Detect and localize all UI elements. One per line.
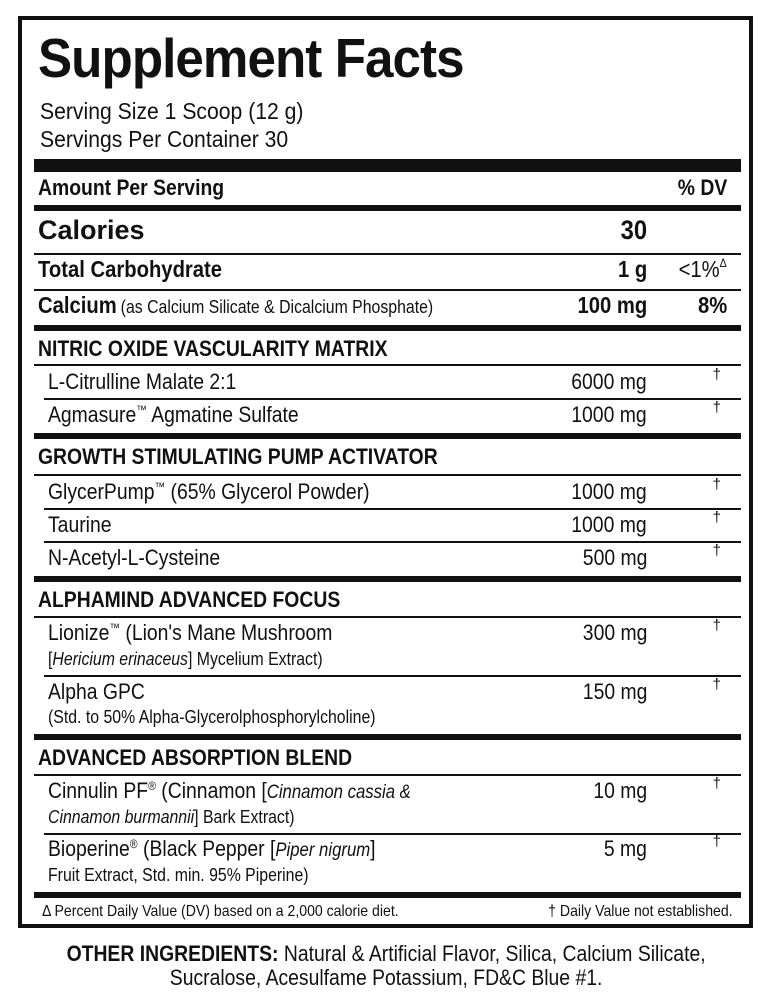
ingredient-bioperine-detail: Fruit Extract, Std. min. 95% Piperine) (48, 865, 309, 885)
ingredient-bioperine: Bioperine® (Black Pepper [Piper nigrum] (48, 836, 376, 861)
supplement-facts-panel (18, 16, 753, 928)
calcium-amount: 100 mg (577, 292, 647, 318)
dagger-mark: † (712, 366, 721, 383)
row-divider (44, 508, 741, 510)
ingredient-amount: 6000 mg (571, 369, 647, 394)
amount-per-serving-label: Amount Per Serving (38, 175, 225, 200)
panel-title: Supplement Facts (38, 27, 464, 89)
medium-divider (34, 433, 741, 439)
dagger-mark: † (712, 399, 721, 416)
ingredient-amount: 150 mg (582, 679, 647, 704)
ingredient-amount: 1000 mg (571, 479, 647, 504)
dagger-mark: † (712, 509, 721, 526)
ingredient-lionize: Lionize™ (Lion's Mane Mushroom (48, 620, 333, 645)
other-ingredients (0, 942, 772, 990)
delta-mark: Δ (719, 256, 727, 270)
row-divider (34, 364, 741, 366)
ingredient-glycerpump: GlycerPump™ (65% Glycerol Powder) (48, 479, 370, 504)
dagger-mark: † (712, 542, 721, 559)
ingredient-cinnulin: Cinnulin PF® (Cinnamon [Cinnamon cassia & (48, 778, 411, 803)
calories-label: Calories (38, 215, 145, 245)
other-ingredients-label: OTHER INGREDIENTS: (66, 941, 279, 966)
section-title-nitric-oxide: NITRIC OXIDE VASCULARITY MATRIX (38, 336, 388, 361)
section-title-alphamind: ALPHAMIND ADVANCED FOCUS (38, 587, 341, 612)
ingredient-amount: 300 mg (582, 620, 647, 645)
dagger-mark: † (712, 833, 721, 850)
ingredient-agmasure: Agmasure™ Agmatine Sulfate (48, 402, 299, 427)
thick-divider (34, 159, 741, 172)
dagger-mark: † (712, 476, 721, 493)
ingredient-amount: 1000 mg (571, 512, 647, 537)
dv-label: % DV (677, 175, 727, 200)
calcium-note: (as Calcium Silicate & Dicalcium Phosphate) (120, 297, 434, 317)
ingredient-n-acetyl-l-cysteine: N-Acetyl-L-Cysteine (48, 545, 221, 570)
carbohydrate-label: Total Carbohydrate (38, 256, 223, 282)
medium-divider (34, 892, 741, 898)
ingredient-amount: 5 mg (603, 836, 647, 861)
dagger-mark: † (712, 676, 721, 693)
footnote-not-established: † Daily Value not established. (548, 903, 733, 920)
medium-divider (34, 325, 741, 331)
calcium-label: Calcium (as Calcium Silicate & Dicalcium Phosphate) (38, 292, 434, 318)
row-divider (34, 774, 741, 776)
calories-value: 30 (620, 215, 647, 245)
row-divider (44, 833, 741, 835)
ingredient-alpha-gpc: Alpha GPC (48, 679, 145, 704)
row-divider (34, 289, 741, 291)
section-title-pump-activator: GROWTH STIMULATING PUMP ACTIVATOR (38, 444, 438, 469)
ingredient-amount: 1000 mg (571, 402, 647, 427)
row-divider (34, 253, 741, 255)
row-divider (44, 675, 741, 677)
carbohydrate-dv: <1%$^\Delta$ (678, 256, 727, 282)
ingredient-lionize-detail: [Hericium erinaceus] Mycelium Extract) (48, 649, 323, 669)
servings-per-container: Servings Per Container 30 (40, 126, 289, 152)
dagger-mark: † (712, 775, 721, 792)
medium-divider (34, 576, 741, 582)
ingredient-amount: 500 mg (582, 545, 647, 570)
other-ingredients-line1: Natural & Artificial Flavor, Silica, Calcium Silicate, (278, 941, 706, 966)
section-title-absorption: ADVANCED ABSORPTION BLEND (38, 745, 353, 770)
calcium-dv: 8% (697, 292, 727, 318)
medium-divider (34, 734, 741, 740)
row-divider (34, 616, 741, 618)
footnote-daily-value: Δ Percent Daily Value (DV) based on a 2,000 calorie diet. (42, 903, 399, 920)
ingredient-taurine: Taurine (48, 512, 112, 537)
carbohydrate-amount: 1 g (617, 256, 647, 282)
row-divider (44, 541, 741, 543)
row-divider (44, 398, 741, 400)
serving-size: Serving Size 1 Scoop (12 g) (40, 98, 304, 124)
medium-divider (34, 205, 741, 211)
ingredient-alpha-gpc-detail: (Std. to 50% Alpha-Glycerolphosphorylcholine) (48, 707, 376, 727)
ingredient-l-citrulline: L-Citrulline Malate 2:1 (48, 369, 237, 394)
dagger-mark: † (712, 617, 721, 634)
other-ingredients-line2: Sucralose, Acesulfame Potassium, FD&C Blue #1. (169, 965, 603, 990)
ingredient-amount: 10 mg (593, 778, 647, 803)
ingredient-cinnulin-detail: Cinnamon burmannii] Bark Extract) (48, 807, 295, 827)
row-divider (34, 474, 741, 476)
